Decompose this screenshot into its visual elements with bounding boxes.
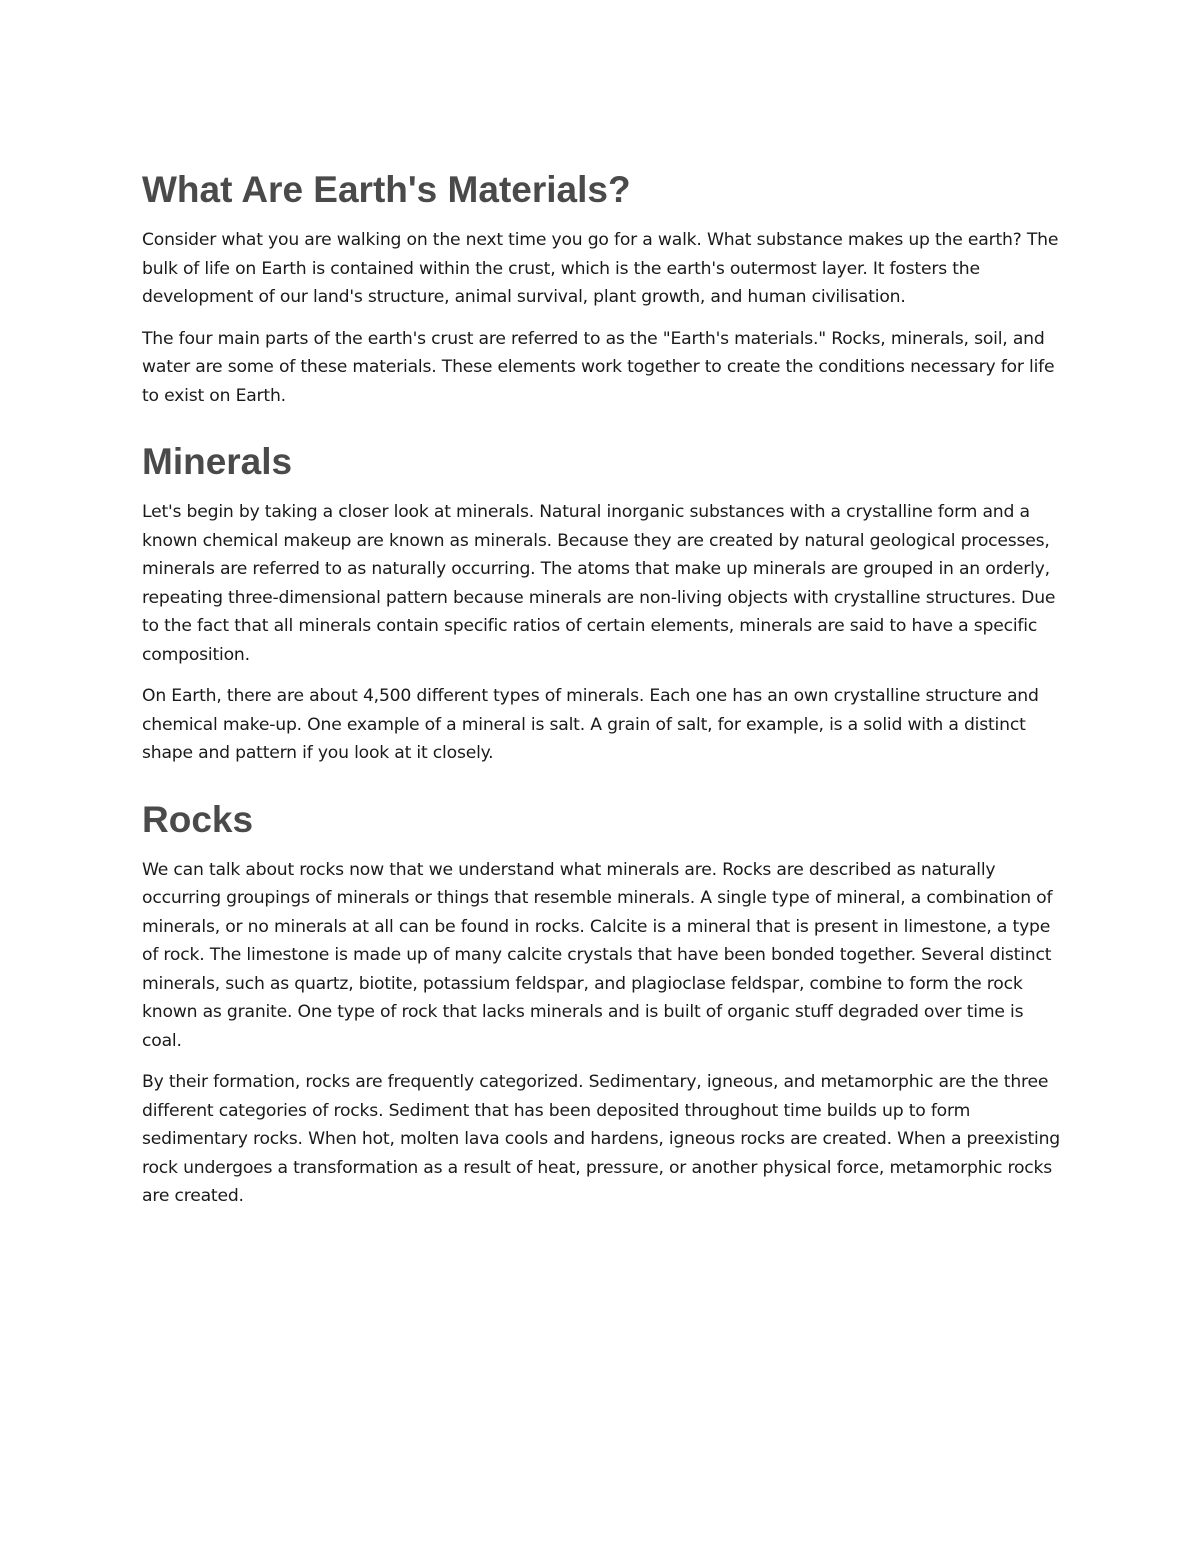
section-minerals [142, 440, 1067, 768]
paragraph: On Earth, there are about 4,500 different types of minerals. Each one has an own crystalline structure and chemical make-up. One example of a mineral is salt. A grain of salt, for example, is a solid with a distinct shape and pattern if you look at it closely. [142, 686, 1039, 763]
paragraph: Let's begin by taking a closer look at minerals. Natural inorganic substances with a crystalline form and a known chemical makeup are known as minerals. Because they are created by natural geological processes, minerals are referred to as naturally occurring. The atoms that make up minerals are grouped in an orderly, repeating three-dimensional pattern because minerals are non-living objects with crystalline structures. Due to the fact that all minerals contain specific ratios of certain elements, minerals are said to have a specific composition. [142, 502, 1056, 665]
section-earths-materials [142, 168, 1067, 410]
section-heading: Rocks [142, 798, 254, 840]
paragraph: By their formation, rocks are frequently categorized. Sedimentary, igneous, and metamorphic are the three different categories of rocks. Sediment that has been deposited throughout time builds up to form sedimentary rocks. When hot, molten lava cools and hardens, igneous rocks are created. When a preexisting rock undergoes a transformation as a result of heat, pressure, or another physical force, metamorphic rocks are created. [142, 1072, 1061, 1206]
section-heading: Minerals [142, 441, 293, 482]
paragraph: Consider what you are walking on the next time you go for a walk. What substance makes up the earth? The bulk of life on Earth is contained within the crust, which is the earth's outermost layer. It fosters the development of our land's structure, animal survival, plant growth, and human civilisation. [142, 230, 1059, 307]
document-page [142, 168, 1067, 1224]
section-rocks [142, 798, 1067, 1211]
paragraph: We can talk about rocks now that we understand what minerals are. Rocks are described as naturally occurring groupings of minerals or things that resemble minerals. A single type of mineral, a combination of minerals, or no minerals at all can be found in rocks. Calcite is a mineral that is present in limestone, a type of rock. The limestone is made up of many calcite crystals that have been bonded together. Several distinct minerals, such as quartz, biotite, potassium feldspar, and plagioclase feldspar, combine to form the rock known as granite. One type of rock that lacks minerals and is built of organic stuff degraded over time is coal. [142, 859, 1053, 1051]
paragraph: The four main parts of the earth's crust are referred to as the "Earth's materials." Rocks, minerals, soil, and water are some of these materials. These elements work together to create the conditions necessary for life to exist on Earth. [142, 328, 1055, 406]
section-heading: What Are Earth's Materials? [142, 169, 631, 210]
